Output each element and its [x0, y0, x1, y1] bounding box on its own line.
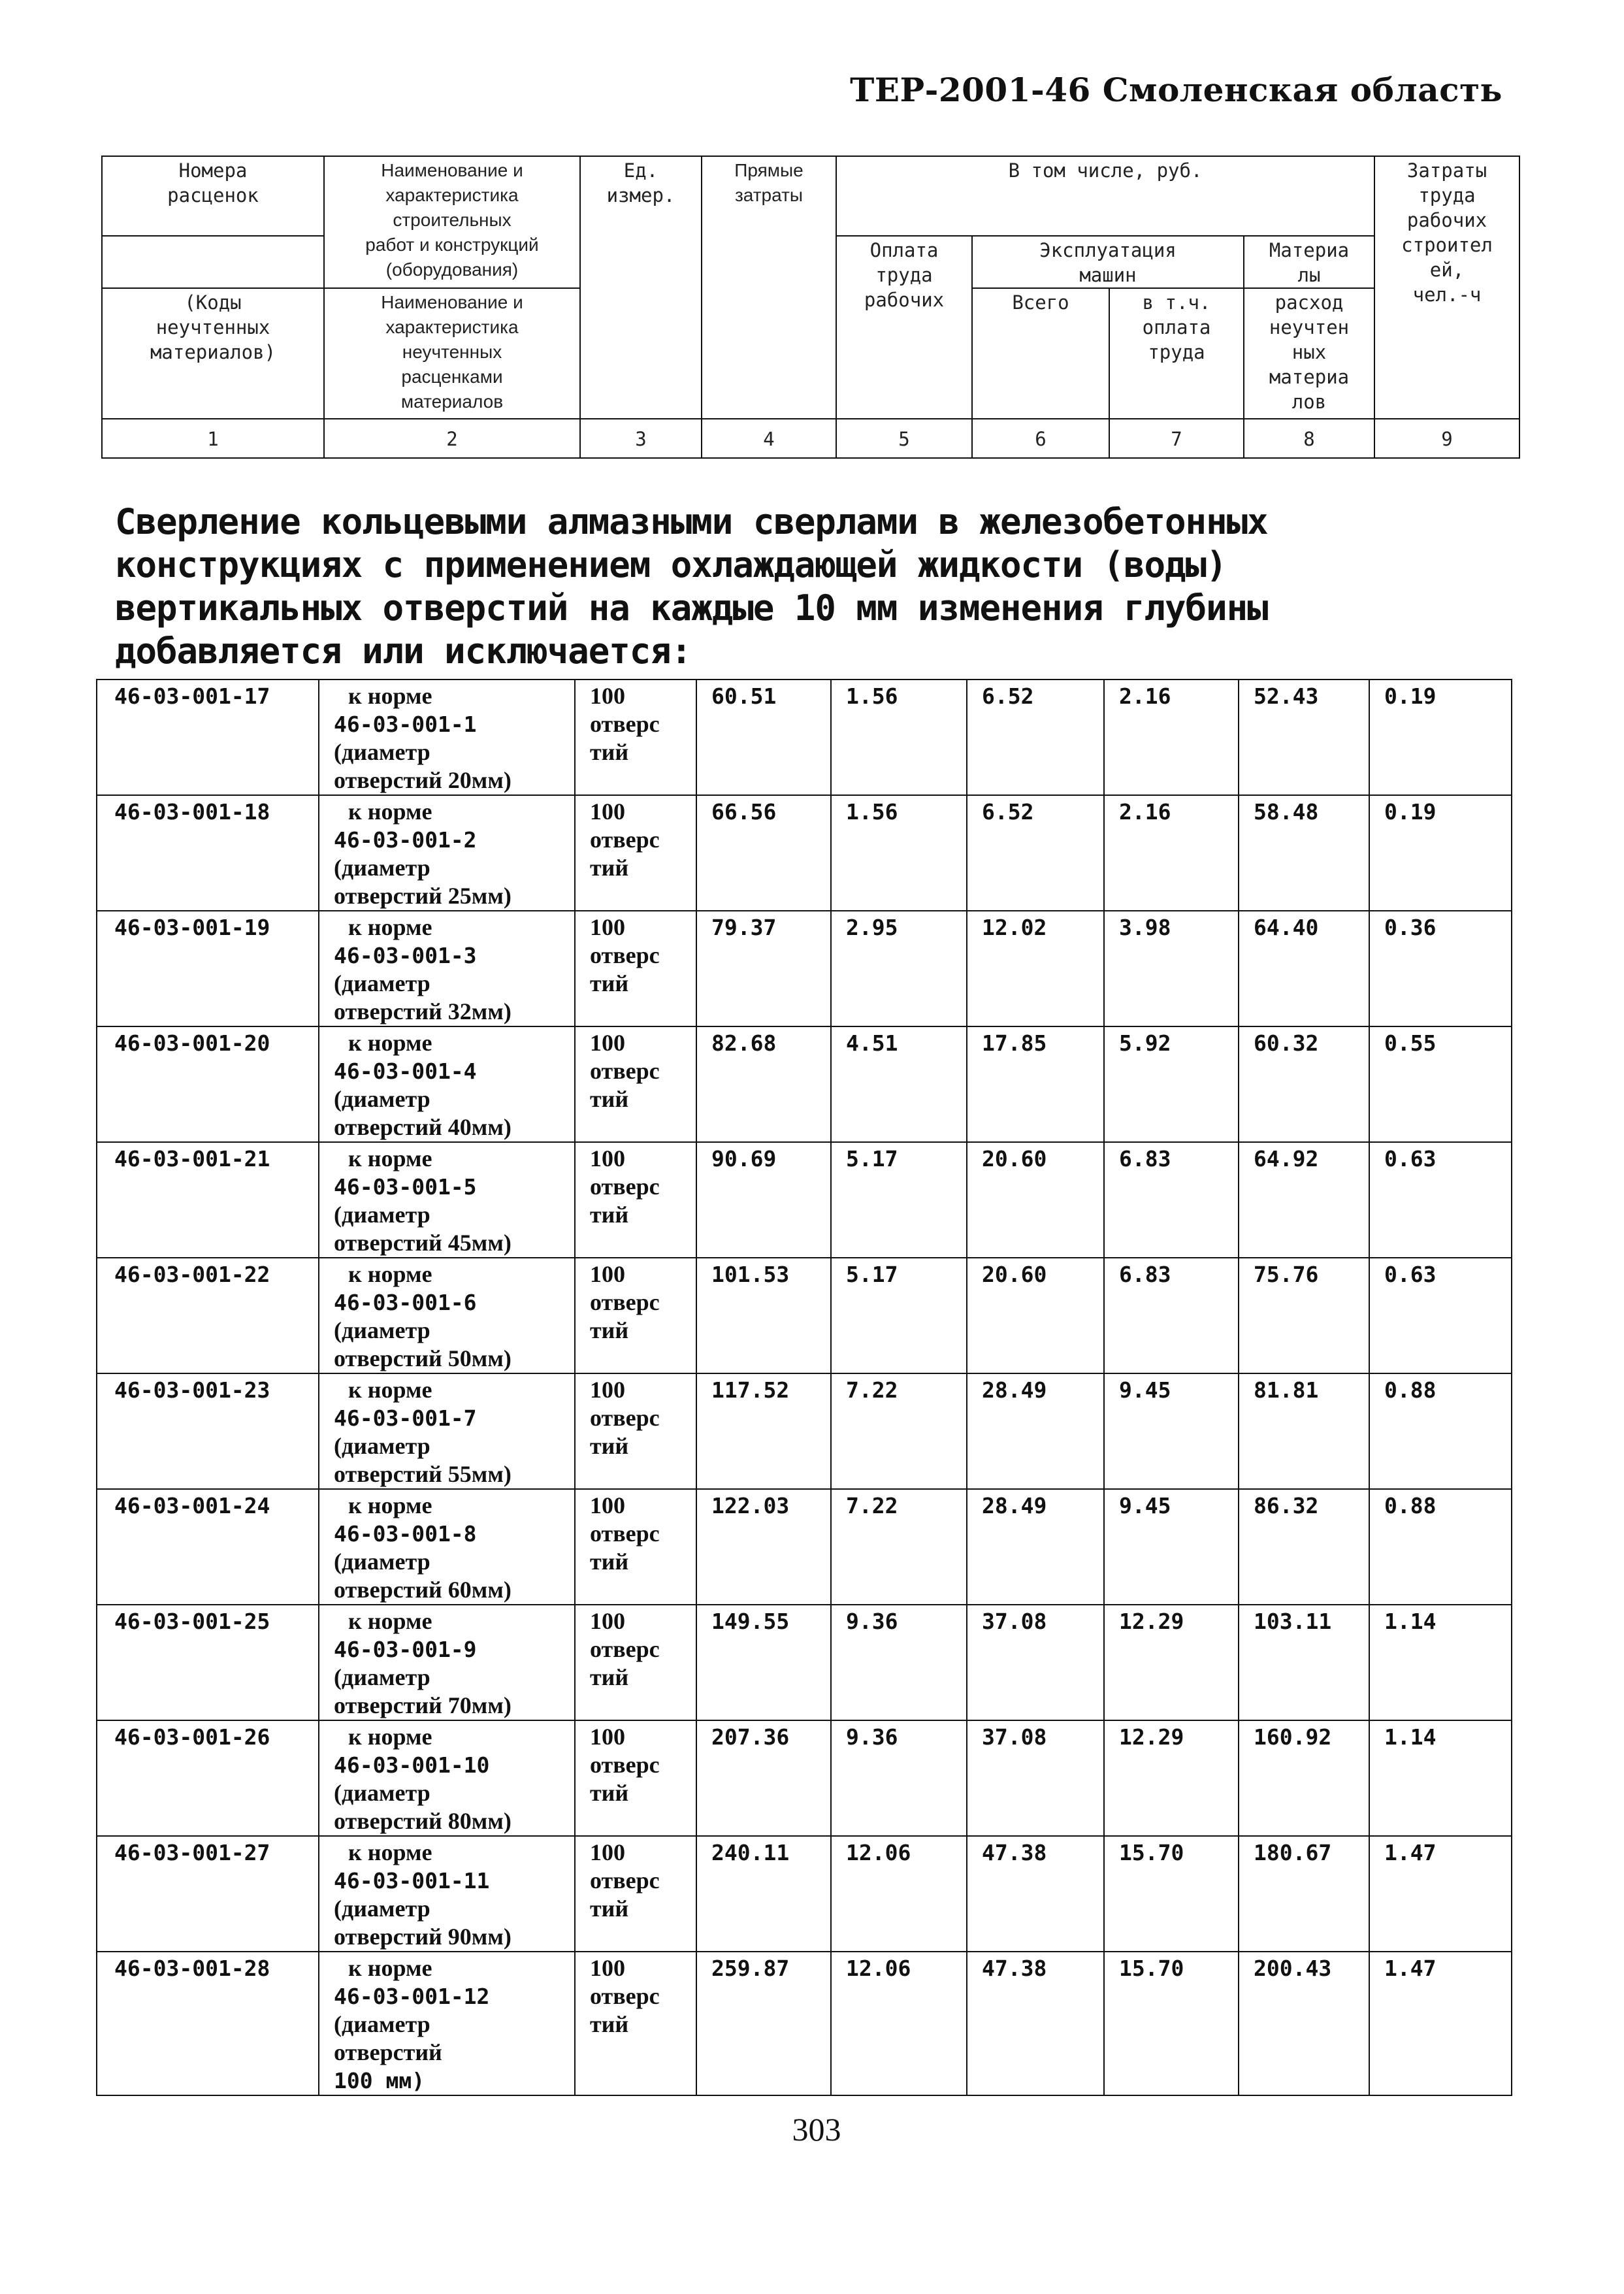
cell-labor-pay: 4.51	[831, 1026, 967, 1142]
rate-unit: 100 отверс тий	[575, 911, 696, 1026]
rate-unit: 100 отверс тий	[575, 1142, 696, 1258]
column-number: 2	[324, 419, 580, 458]
cell-labor-hours: 0.36	[1369, 911, 1512, 1026]
column-number: 6	[972, 419, 1109, 458]
rate-name: к норме 46-03-001-10 (диаметр отверстий 80мм)	[319, 1720, 575, 1836]
cell-direct: 82.68	[696, 1026, 831, 1142]
cell-machines: 47.38	[967, 1952, 1104, 2095]
cell-direct: 117.52	[696, 1373, 831, 1489]
cell-labor-hours: 0.63	[1369, 1258, 1512, 1373]
rate-name: к норме 46-03-001-5 (диаметр отверстий 45мм)	[319, 1142, 575, 1258]
table-row	[97, 911, 1512, 1026]
table-row	[97, 1489, 1512, 1605]
cell-labor-pay: 12.06	[831, 1836, 967, 1952]
cell-direct: 207.36	[696, 1720, 831, 1836]
cell-machines-labor: 15.70	[1104, 1836, 1239, 1952]
column-number: 3	[580, 419, 702, 458]
cell-materials: 75.76	[1239, 1258, 1369, 1373]
rate-unit: 100 отверс тий	[575, 795, 696, 911]
rate-code: 46-03-001-24	[97, 1489, 319, 1605]
header-materials: Материа лы	[1244, 236, 1374, 288]
cell-machines: 28.49	[967, 1489, 1104, 1605]
cell-machines-labor: 6.83	[1104, 1258, 1239, 1373]
cell-materials: 103.11	[1239, 1605, 1369, 1720]
column-number: 4	[702, 419, 836, 458]
column-number: 9	[1374, 419, 1519, 458]
cell-machines: 20.60	[967, 1258, 1104, 1373]
rate-unit: 100 отверс тий	[575, 1720, 696, 1836]
header-labor-pay: Оплата труда рабочих	[836, 236, 972, 419]
cell-machines-labor: 15.70	[1104, 1952, 1239, 2095]
rate-name: к норме 46-03-001-9 (диаметр отверстий 70мм)	[319, 1605, 575, 1720]
cell-machines-labor: 6.83	[1104, 1142, 1239, 1258]
table-row	[97, 1952, 1512, 2095]
header-including-group: В том числе, руб.	[836, 156, 1374, 236]
cell-labor-pay: 5.17	[831, 1142, 967, 1258]
column-number: 5	[836, 419, 972, 458]
header-unit: Ед. измер.	[580, 156, 702, 419]
rate-unit: 100 отверс тий	[575, 1373, 696, 1489]
cell-labor-hours: 1.14	[1369, 1720, 1512, 1836]
rate-name: к норме 46-03-001-6 (диаметр отверстий 50мм)	[319, 1258, 575, 1373]
cell-materials: 52.43	[1239, 680, 1369, 795]
cell-machines: 37.08	[967, 1720, 1104, 1836]
cell-labor-pay: 7.22	[831, 1373, 967, 1489]
cell-direct: 259.87	[696, 1952, 831, 2095]
header-work-name: Наименование и характеристика строительных работ и конструкций (оборудования)	[324, 156, 580, 288]
rate-name: к норме 46-03-001-3 (диаметр отверстий 32мм)	[319, 911, 575, 1026]
cell-materials: 200.43	[1239, 1952, 1369, 2095]
cell-machines: 47.38	[967, 1836, 1104, 1952]
cell-labor-hours: 1.47	[1369, 1836, 1512, 1952]
cell-machines-labor: 12.29	[1104, 1605, 1239, 1720]
cell-direct: 60.51	[696, 680, 831, 795]
rate-name: к норме 46-03-001-4 (диаметр отверстий 40мм)	[319, 1026, 575, 1142]
cell-labor-hours: 0.19	[1369, 680, 1512, 795]
rate-code: 46-03-001-21	[97, 1142, 319, 1258]
cell-materials: 58.48	[1239, 795, 1369, 911]
rate-code: 46-03-001-17	[97, 680, 319, 795]
cell-labor-hours: 0.88	[1369, 1489, 1512, 1605]
cell-labor-hours: 0.88	[1369, 1373, 1512, 1489]
page-number: 303	[792, 2111, 841, 2148]
cell-materials: 64.92	[1239, 1142, 1369, 1258]
header-labor-hours: Затраты труда рабочих строител ей, чел.-ч	[1374, 156, 1519, 419]
rate-name: к норме 46-03-001-7 (диаметр отверстий 55мм)	[319, 1373, 575, 1489]
header-machines-labor: в т.ч. оплата труда	[1109, 288, 1244, 419]
header-spacer	[102, 236, 324, 288]
header-direct-costs: Прямые затраты	[702, 156, 836, 419]
rate-name: к норме 46-03-001-1 (диаметр отверстий 20мм)	[319, 680, 575, 795]
rate-code: 46-03-001-25	[97, 1605, 319, 1720]
cell-machines: 12.02	[967, 911, 1104, 1026]
rate-code: 46-03-001-19	[97, 911, 319, 1026]
rate-code: 46-03-001-23	[97, 1373, 319, 1489]
cell-direct: 66.56	[696, 795, 831, 911]
cell-direct: 101.53	[696, 1258, 831, 1373]
cell-direct: 240.11	[696, 1836, 831, 1952]
cell-labor-pay: 9.36	[831, 1720, 967, 1836]
cell-labor-hours: 1.47	[1369, 1952, 1512, 2095]
rate-unit: 100 отверс тий	[575, 1489, 696, 1605]
cell-direct: 90.69	[696, 1142, 831, 1258]
header-machines-total: Всего	[972, 288, 1109, 419]
rate-name: к норме 46-03-001-2 (диаметр отверстий 25мм)	[319, 795, 575, 911]
cell-machines: 6.52	[967, 680, 1104, 795]
cell-materials: 81.81	[1239, 1373, 1369, 1489]
rate-code: 46-03-001-26	[97, 1720, 319, 1836]
rate-unit: 100 отверс тий	[575, 680, 696, 795]
header-material-names: Наименование и характеристика неучтенных расценками материалов	[324, 288, 580, 419]
cell-materials: 180.67	[1239, 1836, 1369, 1952]
cell-labor-pay: 12.06	[831, 1952, 967, 2095]
table-row	[97, 1605, 1512, 1720]
rate-unit: 100 отверс тий	[575, 1026, 696, 1142]
cell-machines-labor: 12.29	[1104, 1720, 1239, 1836]
table-row	[97, 1836, 1512, 1952]
rate-code: 46-03-001-20	[97, 1026, 319, 1142]
rates-table	[96, 679, 1512, 2096]
rate-unit: 100 отверс тий	[575, 1836, 696, 1952]
section-title: Сверление кольцевыми алмазными сверлами в железобетонных конструкциях с применением охлаждающей жидкости (воды) вертикальных отверстий на каждые 10 мм изменения глубины добавляется или исключается:	[115, 501, 1268, 672]
cell-labor-pay: 2.95	[831, 911, 967, 1026]
cell-labor-pay: 1.56	[831, 795, 967, 911]
cell-labor-hours: 1.14	[1369, 1605, 1512, 1720]
cell-machines-labor: 2.16	[1104, 680, 1239, 795]
header-material-codes: (Коды неучтенных материалов)	[102, 288, 324, 419]
cell-labor-hours: 0.55	[1369, 1026, 1512, 1142]
column-number: 8	[1244, 419, 1374, 458]
rate-code: 46-03-001-28	[97, 1952, 319, 2095]
column-number: 1	[102, 419, 324, 458]
rate-unit: 100 отверс тий	[575, 1605, 696, 1720]
cell-direct: 122.03	[696, 1489, 831, 1605]
rate-unit: 100 отверс тий	[575, 1952, 696, 2095]
table-row	[97, 1026, 1512, 1142]
table-row	[97, 1720, 1512, 1836]
rate-code: 46-03-001-22	[97, 1258, 319, 1373]
table-row	[97, 680, 1512, 795]
document-title: ТЕР-2001-46 Смоленская область	[850, 71, 1502, 109]
rate-name: к норме 46-03-001-11 (диаметр отверстий 90мм)	[319, 1836, 575, 1952]
cell-direct: 149.55	[696, 1605, 831, 1720]
cell-materials: 86.32	[1239, 1489, 1369, 1605]
table-row	[97, 1258, 1512, 1373]
cell-materials: 160.92	[1239, 1720, 1369, 1836]
cell-machines: 20.60	[967, 1142, 1104, 1258]
cell-machines-labor: 2.16	[1104, 795, 1239, 911]
cell-materials: 64.40	[1239, 911, 1369, 1026]
header-rate-numbers: Номера расценок	[102, 156, 324, 236]
cell-materials: 60.32	[1239, 1026, 1369, 1142]
cell-machines: 6.52	[967, 795, 1104, 911]
column-number: 7	[1109, 419, 1244, 458]
cell-machines-labor: 3.98	[1104, 911, 1239, 1026]
cell-machines: 28.49	[967, 1373, 1104, 1489]
table-row	[97, 1142, 1512, 1258]
cell-machines: 37.08	[967, 1605, 1104, 1720]
rate-code: 46-03-001-18	[97, 795, 319, 911]
cell-labor-pay: 5.17	[831, 1258, 967, 1373]
table-row	[97, 1373, 1512, 1489]
rate-code: 46-03-001-27	[97, 1836, 319, 1952]
rate-unit: 100 отверс тий	[575, 1258, 696, 1373]
cell-labor-hours: 0.19	[1369, 795, 1512, 911]
header-material-consumption: расход неучтен ных материа лов	[1244, 288, 1374, 419]
header-exploitation: Эксплуатация машин	[972, 236, 1244, 288]
cell-machines: 17.85	[967, 1026, 1104, 1142]
table-row	[97, 795, 1512, 911]
cell-labor-pay: 7.22	[831, 1489, 967, 1605]
cell-machines-labor: 5.92	[1104, 1026, 1239, 1142]
cell-labor-pay: 1.56	[831, 680, 967, 795]
rate-name: к норме 46-03-001-8 (диаметр отверстий 60мм)	[319, 1489, 575, 1605]
column-header-table	[101, 156, 1520, 459]
cell-machines-labor: 9.45	[1104, 1489, 1239, 1605]
cell-direct: 79.37	[696, 911, 831, 1026]
cell-machines-labor: 9.45	[1104, 1373, 1239, 1489]
rate-name: к норме 46-03-001-12 (диаметр отверстий 100 мм)	[319, 1952, 575, 2095]
cell-labor-pay: 9.36	[831, 1605, 967, 1720]
cell-labor-hours: 0.63	[1369, 1142, 1512, 1258]
